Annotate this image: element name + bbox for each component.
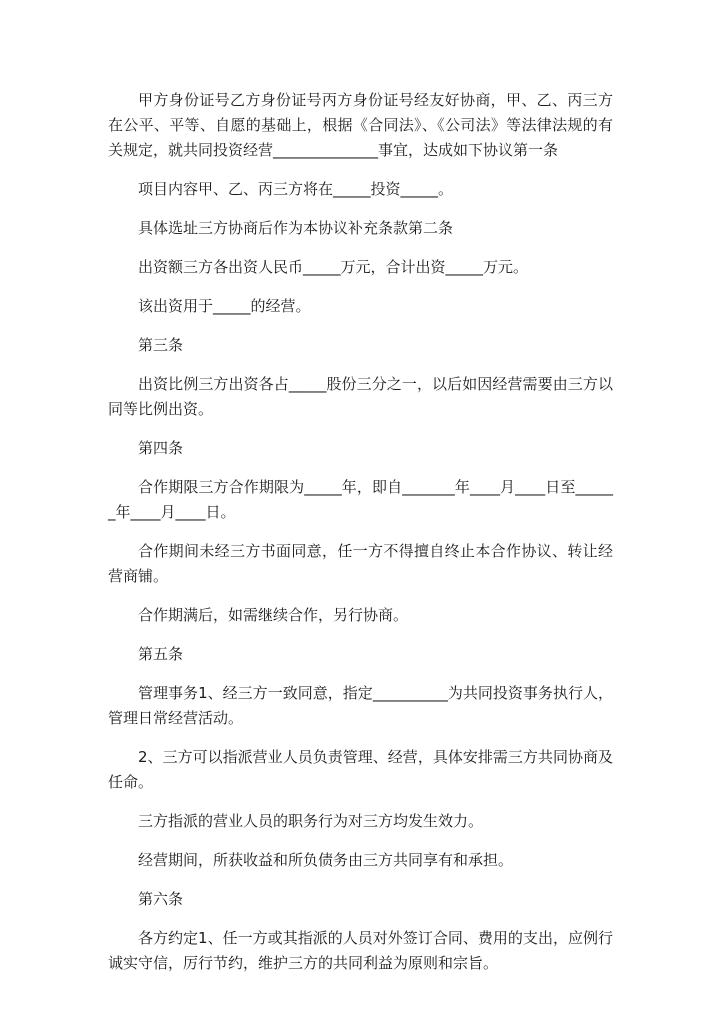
paragraph-term: 合作期限三方合作期限为_____年，即自_______年____月____日至______年____月____日。 — [108, 478, 613, 521]
paragraph-capital-use: 该出资用于_____的经营。 — [138, 297, 311, 315]
paragraph-staff-validity: 三方指派的营业人员的职务行为对三方均发生效力。 — [138, 812, 484, 830]
paragraph-project-content: 项目内容甲、乙、丙三方将在_____投资_____。 — [138, 180, 454, 198]
paragraph-capital-amount: 出资额三方各出资人民币_____万元，合计出资_____万元。 — [138, 258, 529, 276]
paragraph-site-selection: 具体选址三方协商后作为本协议补充条款第二条 — [138, 219, 454, 237]
paragraph-capital-ratio: 出资比例三方出资各占_____股份三分之一，以后如因经营需要由三方以同等比例出资。 — [108, 375, 613, 418]
paragraph-no-termination: 合作期间未经三方书面同意，任一方不得擅自终止本合作协议、转让经营商铺。 — [108, 542, 613, 585]
document-body — [108, 88, 613, 976]
paragraph-profit-debt: 经营期间，所获收益和所负债务由三方共同享有和承担。 — [138, 851, 514, 869]
paragraph-term-expiry: 合作期满后，如需继续合作，另行协商。 — [138, 606, 409, 624]
paragraph-management-2: 2、三方可以指派营业人员负责管理、经营，具体安排需三方共同协商及任命。 — [108, 748, 613, 791]
paragraph-preamble: 甲方身份证号乙方身份证号丙方身份证号经友好协商，甲、乙、丙三方在公平、平等、自愿的基础上，根据《合同法》、《公司法》等法律法规的有关规定，就共同投资经营______________事宜，达成如下协议第一条 — [108, 91, 613, 159]
heading-article-3: 第三条 — [138, 336, 184, 354]
paragraph-agreements-1: 各方约定1、任一方或其指派的人员对外签订合同、费用的支出，应例行诚实守信，厉行节约，维护三方的共同利益为原则和宗旨。 — [108, 929, 613, 972]
heading-article-4: 第四条 — [138, 439, 184, 457]
paragraph-management-1: 管理事务1、经三方一致同意，指定__________为共同投资事务执行人，管理日常经营活动。 — [108, 684, 613, 727]
heading-article-6: 第六条 — [138, 890, 184, 908]
heading-article-5: 第五条 — [138, 645, 184, 663]
